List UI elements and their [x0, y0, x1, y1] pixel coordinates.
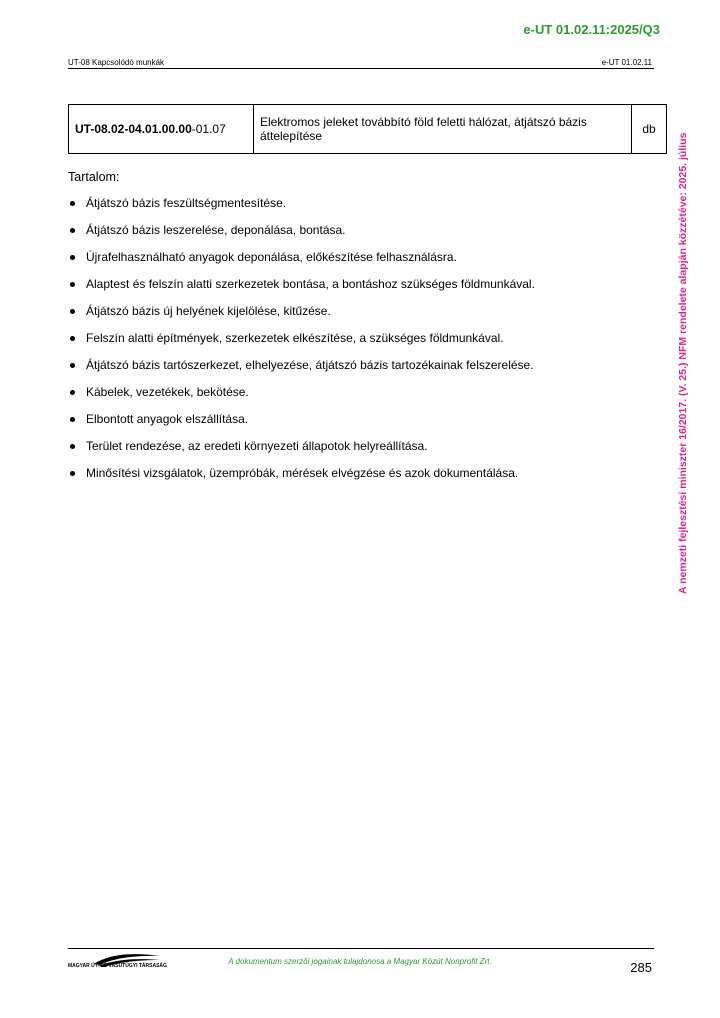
page-number: 285 [630, 960, 652, 975]
item-code [69, 105, 254, 154]
list-item [68, 329, 658, 356]
bullet-icon [70, 255, 75, 260]
list-item-text: Elbontott anyagok elszállítása. [86, 412, 249, 426]
list-item-text: Terület rendezése, az eredeti környezeti állapotok helyreállítása. [86, 439, 428, 453]
list-item [68, 410, 658, 437]
list-item [68, 356, 658, 383]
list-item-text: Átjátszó bázis leszerelése, deponálása, bontása. [86, 223, 346, 237]
publication-note: A nemzeti fejlesztési miniszter 16/2017. (V. 25.) NFM rendelete alapján közzétéve: 2025. július [677, 132, 689, 594]
list-item [68, 383, 658, 410]
item-code-main: UT-08.02-04.01.00.00 [75, 122, 192, 136]
bullet-icon [70, 390, 75, 395]
item-table [68, 104, 667, 154]
list-item-text: Alaptest és felszín alatti szerkezetek bontása, a bontáshoz szükséges földmunkával. [86, 277, 535, 291]
bullet-icon [70, 309, 75, 314]
header-doc-ref: e-UT 01.02.11 [601, 58, 652, 67]
content-list [68, 194, 658, 491]
content-label: Tartalom: [68, 170, 120, 184]
list-item-text: Átjátszó bázis új helyének kijelölése, kitűzése. [86, 304, 331, 318]
list-item [68, 248, 658, 275]
header-divider [68, 68, 654, 69]
bullet-icon [70, 201, 75, 206]
item-description: Elektromos jeleket továbbító föld feletti hálózat, átjátszó bázis áttelepítése [254, 105, 632, 154]
bullet-icon [70, 228, 75, 233]
bullet-icon [70, 336, 75, 341]
list-item [68, 464, 658, 491]
copyright-note: A dokumentum szerzői jogainak tulajdonosa a Magyar Közút Nonprofit Zrt. [228, 957, 492, 966]
list-item-text: Átjátszó bázis tartószerkezet, elhelyezése, átjátszó bázis tartozékainak felszerelése. [86, 358, 534, 372]
item-unit: db [632, 105, 667, 154]
list-item-text: Újrafelhasználható anyagok deponálása, előkészítése felhasználásra. [86, 250, 457, 264]
document-code: e-UT 01.02.11:2025/Q3 [523, 22, 660, 37]
list-item [68, 194, 658, 221]
list-item-text: Kábelek, vezetékek, bekötése. [86, 385, 249, 399]
list-item [68, 302, 658, 329]
footer-divider [68, 948, 654, 949]
list-item-text: Felszín alatti építmények, szerkezetek elkészítése, a szükséges földmunkával. [86, 331, 504, 345]
list-item-text: Átjátszó bázis feszültségmentesítése. [86, 196, 287, 210]
bullet-icon [70, 471, 75, 476]
section-title: UT-08 Kapcsolódó munkák [68, 58, 165, 67]
logo-text: MAGYAR ÚT- ÉS VASÚTÜGYI TÁRSASÁG [68, 963, 167, 969]
item-row [69, 105, 667, 154]
bullet-icon [70, 282, 75, 287]
item-code-suffix: -01.07 [191, 122, 226, 136]
list-item [68, 275, 658, 302]
list-item [68, 437, 658, 464]
list-item [68, 221, 658, 248]
bullet-icon [70, 444, 75, 449]
bullet-icon [70, 417, 75, 422]
list-item-text: Minősítési vizsgálatok, üzempróbák, mérések elvégzése és azok dokumentálása. [86, 466, 519, 480]
bullet-icon [70, 363, 75, 368]
